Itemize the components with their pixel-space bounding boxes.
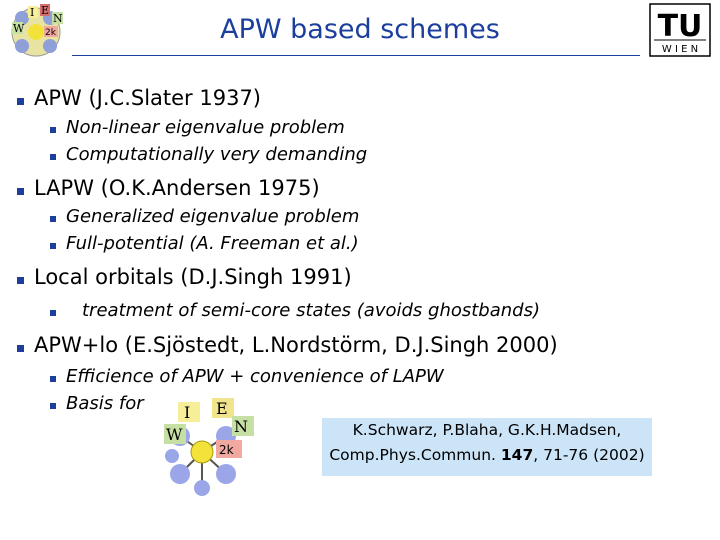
page-title: APW based schemes	[220, 14, 500, 45]
svg-text:2k: 2k	[45, 28, 56, 38]
svg-text:W I E N: W I E N	[661, 44, 699, 55]
reference-line-2	[322, 443, 652, 468]
reference-volume: 147	[500, 446, 534, 464]
svg-text:W: W	[13, 22, 25, 35]
bullet-icon	[50, 310, 56, 316]
wien2k-molecule-icon	[160, 396, 272, 496]
sub-item-label: treatment of semi-core states (avoids ghostbands)	[82, 300, 540, 321]
svg-text:E: E	[41, 4, 50, 17]
reference-box	[322, 418, 652, 476]
sub-item-label: Non-linear eigenvalue problem	[66, 117, 345, 138]
bullet-icon	[50, 376, 56, 382]
title-divider	[72, 55, 640, 56]
reference-journal: Comp.Phys.Commun.	[329, 446, 501, 464]
bullet-icon	[50, 154, 56, 160]
svg-text:W: W	[166, 425, 183, 444]
item-label: APW+lo (E.Sjöstedt, L.Nordstörm, D.J.Singh 2000)	[34, 333, 558, 357]
reference-line-1: K.Schwarz, P.Blaha, G.K.H.Madsen,	[352, 421, 622, 439]
svg-text:I: I	[30, 6, 35, 19]
sub-item-label: Full-potential (A. Freeman et al.)	[66, 233, 359, 254]
svg-text:2k: 2k	[219, 443, 234, 457]
bullet-icon	[50, 216, 56, 222]
bullet-icon	[17, 188, 24, 195]
bullet-icon	[17, 98, 24, 105]
item-label: APW (J.C.Slater 1937)	[34, 86, 262, 110]
sub-item-label: Basis for	[66, 393, 144, 414]
svg-text:N: N	[234, 417, 248, 436]
bullet-icon	[17, 277, 24, 284]
svg-text:I: I	[184, 403, 191, 422]
svg-text:N: N	[53, 12, 63, 25]
bullet-icon	[50, 243, 56, 249]
svg-text:E: E	[216, 399, 228, 418]
reference-pages: , 71-76 (2002)	[533, 446, 645, 464]
bullet-icon	[50, 127, 56, 133]
item-label: Local orbitals (D.J.Singh 1991)	[34, 265, 352, 289]
item-label: LAPW (O.K.Andersen 1975)	[34, 176, 320, 200]
sub-item-label: Efficience of APW + convenience of LAPW	[66, 366, 444, 387]
bullet-icon	[50, 403, 56, 409]
bullet-icon	[17, 345, 24, 352]
sub-item-label: Computationally very demanding	[66, 144, 368, 165]
svg-text:TU: TU	[657, 9, 703, 44]
sub-item-label: Generalized eigenvalue problem	[66, 206, 360, 227]
